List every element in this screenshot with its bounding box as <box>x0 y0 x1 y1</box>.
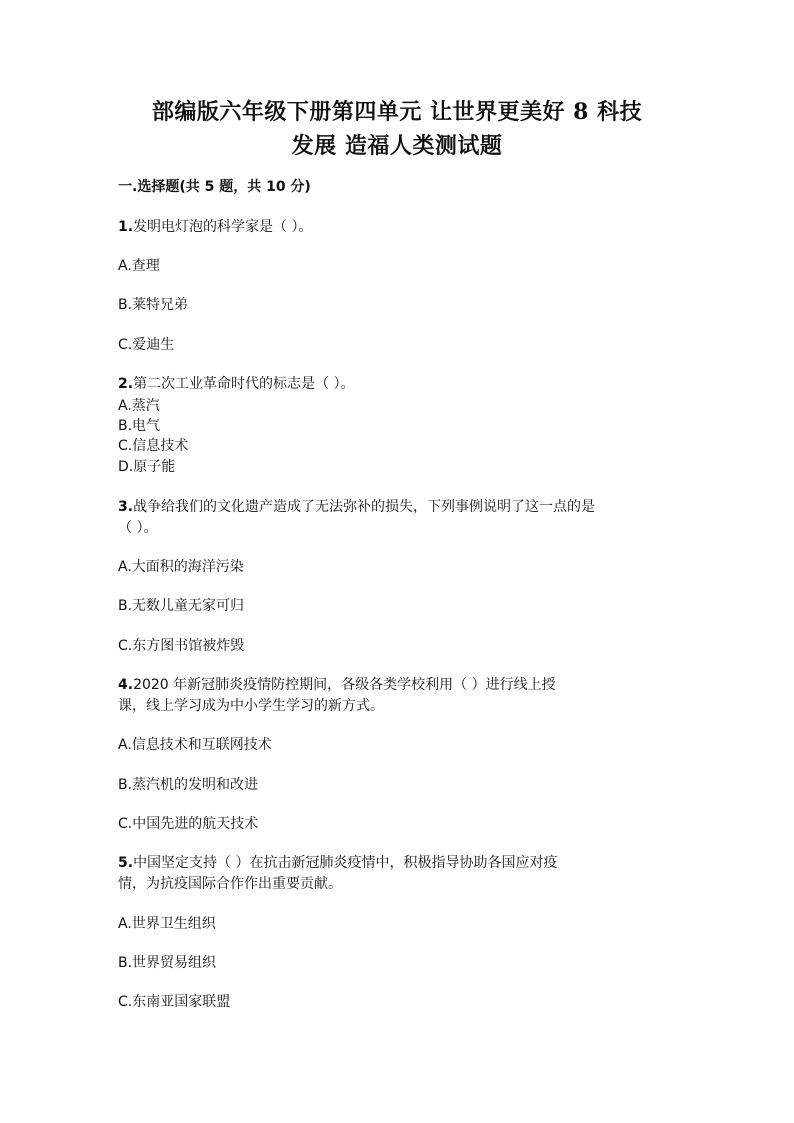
question-2-text: 第二次工业革命时代的标志是（ ）。 <box>133 376 355 392</box>
question-2-option-b: B.电气 <box>118 418 161 434</box>
question-2-option-a: A.蒸汽 <box>118 398 160 414</box>
question-1-stem <box>118 217 313 237</box>
question-5-text-1: 中国坚定支持（ ）在抗击新冠肺炎疫情中，积极指导协助各国应对疫 <box>133 855 558 871</box>
question-2-option-c: C.信息技术 <box>118 438 189 454</box>
question-1-number: 1. <box>118 219 134 235</box>
question-3-text-1: 战争给我们的文化遗产造成了无法弥补的损失，下列事例说明了这一点的是 <box>133 499 596 515</box>
question-5-number: 5. <box>118 855 134 871</box>
question-5-option-c: C.东南亚国家联盟 <box>118 994 231 1010</box>
question-3-number: 3. <box>118 499 134 515</box>
question-2-number: 2. <box>118 376 134 392</box>
question-5-stem-line-1 <box>118 853 558 873</box>
question-4-number: 4. <box>118 677 134 693</box>
question-4-option-b: B.蒸汽机的发明和改进 <box>118 777 259 793</box>
document-title-line-2: 发展 造福人类测试题 <box>291 133 503 159</box>
question-4-option-a: A.信息技术和互联网技术 <box>118 737 272 753</box>
question-1-option-c: C.爱迪生 <box>118 337 175 353</box>
question-3-option-b: B.无数儿童无家可归 <box>118 598 245 614</box>
question-3-option-c: C.东方图书馆被炸毁 <box>118 638 245 654</box>
section-heading: 一.选择题(共 5 题，共 10 分) <box>118 179 311 195</box>
question-1-text: 发明电灯泡的科学家是（ ）。 <box>133 219 313 235</box>
question-2-stem <box>118 374 355 394</box>
question-3-stem-line-1 <box>118 497 595 517</box>
question-5-option-b: B.世界贸易组织 <box>118 955 217 971</box>
question-2-option-d: D.原子能 <box>118 459 176 475</box>
question-5-option-a: A.世界卫生组织 <box>118 916 216 932</box>
document-title-line-1: 部编版六年级下册第四单元 让世界更美好 8 科技 <box>151 99 643 125</box>
question-5-stem-line-2: 情，为抗疫国际合作作出重要贡献。 <box>118 876 342 892</box>
question-1-option-b: B.莱特兄弟 <box>118 297 189 313</box>
question-3-stem-line-2: （ ）。 <box>118 520 158 536</box>
question-3-option-a: A.大面积的海洋污染 <box>118 559 244 575</box>
question-4-text-1: 2020 年新冠肺炎疫情防控期间，各级各类学校利用（ ）进行线上授 <box>133 677 556 693</box>
question-4-stem-line-1 <box>118 675 556 695</box>
question-4-option-c: C.中国先进的航天技术 <box>118 816 259 832</box>
question-4-stem-line-2: 课，线上学习成为中小学生学习的新方式。 <box>118 698 384 714</box>
question-1-option-a: A.查理 <box>118 258 160 274</box>
